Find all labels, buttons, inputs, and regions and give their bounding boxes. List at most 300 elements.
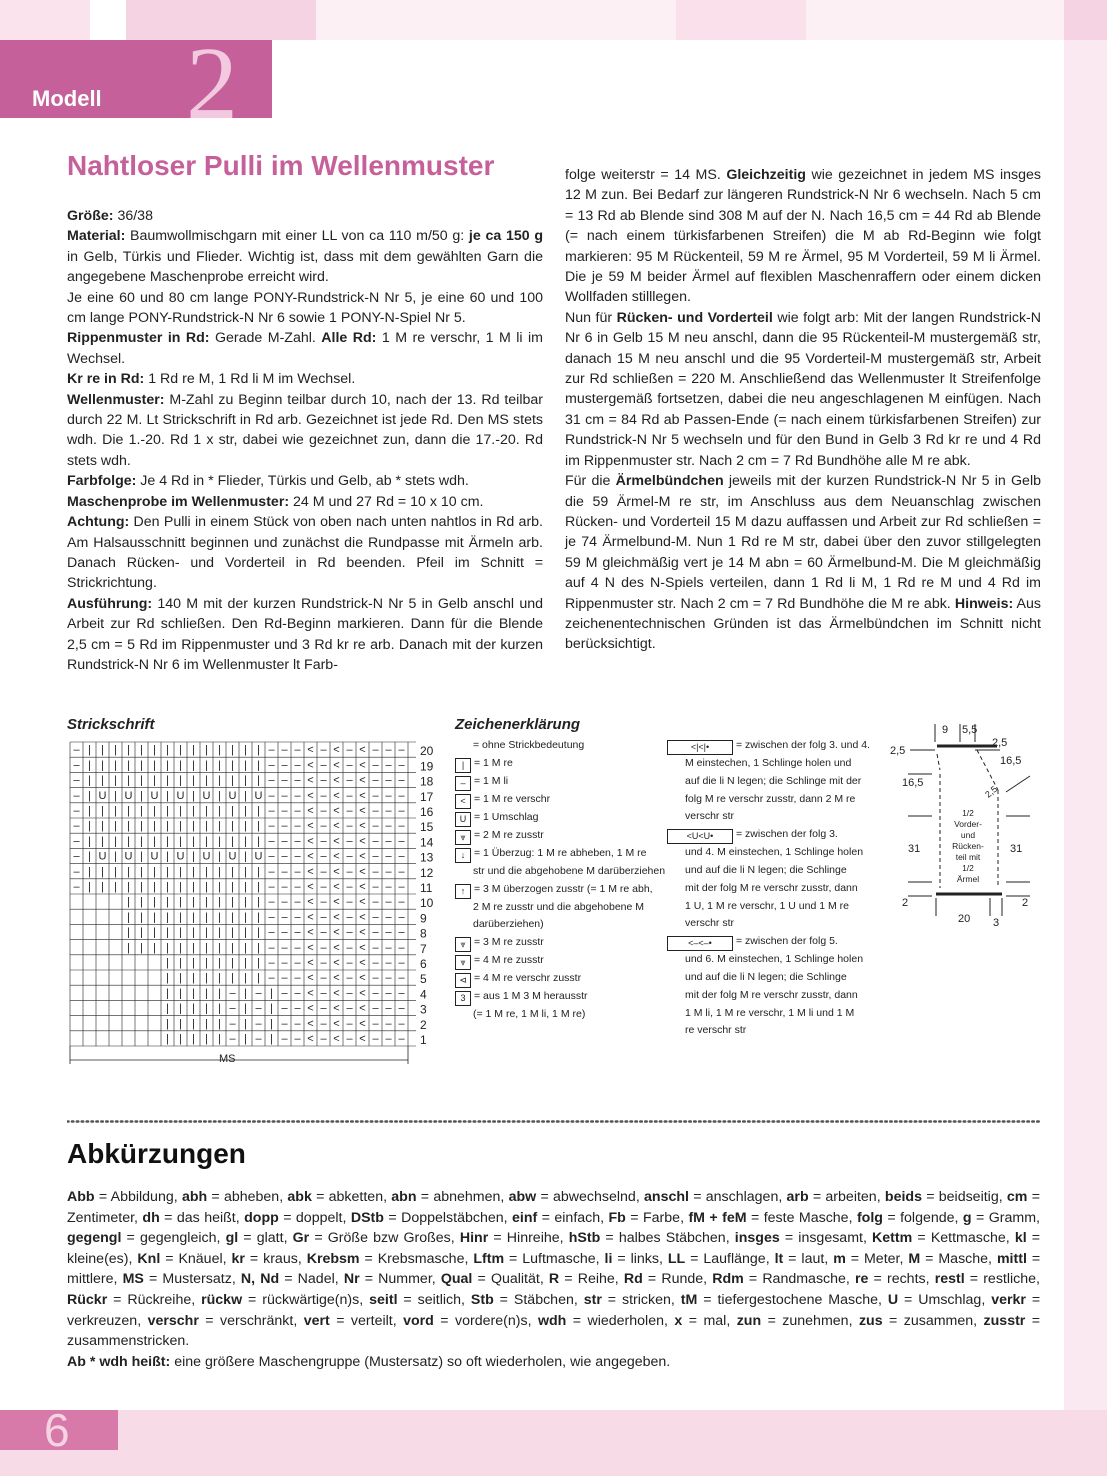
abbreviation-term: arb bbox=[786, 1189, 809, 1205]
chart-symbol: – bbox=[281, 896, 288, 909]
chart-symbol: – bbox=[268, 744, 275, 757]
chart-symbol: | bbox=[114, 881, 117, 893]
abbreviation-meaning: laut bbox=[801, 1250, 825, 1267]
chart-symbol: – bbox=[294, 987, 301, 1000]
abbreviation-meaning: wiederholen bbox=[587, 1312, 664, 1329]
legend-item bbox=[455, 773, 665, 791]
schem-right-31: 31 bbox=[1010, 843, 1023, 855]
chart-symbol: | bbox=[153, 926, 156, 939]
chart-symbol: – bbox=[73, 850, 80, 863]
chart-symbol: < bbox=[307, 881, 314, 893]
abbreviation-term: seitl bbox=[369, 1291, 398, 1308]
abbreviation-term: li bbox=[604, 1250, 613, 1267]
legend-item bbox=[455, 791, 665, 809]
chart-title: Strickschrift bbox=[67, 716, 155, 733]
abbreviation-term: zun bbox=[736, 1312, 762, 1329]
chart-symbol: U bbox=[150, 850, 159, 863]
chart-symbol: | bbox=[231, 805, 234, 817]
chart-symbol: – bbox=[346, 1017, 353, 1030]
chart-symbol: – bbox=[398, 805, 405, 817]
chart-symbol: – bbox=[372, 957, 379, 969]
chart-symbol: | bbox=[244, 865, 247, 878]
abbreviation-meaning: Randmasche bbox=[762, 1271, 846, 1288]
chart-symbol: | bbox=[192, 1002, 195, 1015]
chart-symbol: < bbox=[307, 789, 314, 802]
chart-symbol: | bbox=[257, 835, 260, 848]
chart-symbol: – bbox=[281, 1033, 288, 1045]
chart-symbol: | bbox=[231, 820, 234, 833]
chart-symbol: < bbox=[307, 926, 314, 939]
schem-left-2: 2 bbox=[902, 897, 909, 909]
abbreviation-meaning: beidseitig bbox=[938, 1189, 999, 1205]
chart-symbol: | bbox=[257, 896, 260, 909]
chart-symbol: | bbox=[140, 881, 143, 893]
chart-symbol: – bbox=[346, 835, 353, 848]
abbreviation-term: Fb bbox=[608, 1209, 626, 1226]
chart-symbol: – bbox=[73, 881, 80, 893]
chart-symbol: | bbox=[153, 881, 156, 893]
knitting-chart bbox=[60, 738, 445, 1064]
chart-symbol: | bbox=[179, 1033, 182, 1045]
abbreviation-term: U bbox=[887, 1291, 899, 1308]
chart-symbol: – bbox=[294, 850, 301, 863]
chart-symbol: U bbox=[228, 850, 237, 863]
chart-symbol: – bbox=[294, 774, 301, 787]
abbreviation-term: DStb bbox=[350, 1209, 384, 1226]
text-run: Nun für bbox=[565, 309, 617, 326]
chart-symbol: | bbox=[114, 835, 117, 848]
chart-symbol: – bbox=[372, 911, 379, 924]
abbreviation-meaning: zunehmen bbox=[782, 1312, 849, 1329]
chart-symbol: | bbox=[218, 850, 221, 863]
chart-symbol: < bbox=[359, 881, 366, 893]
chart-symbol: < bbox=[307, 835, 314, 848]
bold-run: Rippenmuster in Rd: bbox=[67, 330, 210, 347]
chart-symbol: – bbox=[268, 789, 275, 802]
chart-symbol: U bbox=[98, 789, 107, 802]
chart-symbol: | bbox=[140, 865, 143, 878]
chart-symbol: | bbox=[231, 881, 234, 893]
chart-symbol: < bbox=[359, 850, 366, 863]
chart-symbol: | bbox=[127, 835, 130, 848]
text-run: 1 Rd re M, 1 Rd li M im Wechsel. bbox=[144, 371, 356, 388]
abbreviation-term: dopp bbox=[244, 1209, 279, 1226]
chart-symbol: – bbox=[268, 896, 275, 909]
chart-symbol: – bbox=[294, 926, 301, 939]
chart-symbol: | bbox=[140, 926, 143, 939]
paragraph bbox=[67, 390, 543, 472]
legend-text: M einstechen, 1 Schlinge holen und bbox=[685, 757, 852, 769]
bold-run: je ca 150 g bbox=[468, 228, 543, 245]
chart-symbol: < bbox=[333, 835, 340, 848]
legend-text: = 4 M re zusstr bbox=[474, 954, 544, 967]
chart-symbol: – bbox=[385, 835, 392, 848]
chart-row-number: 5 bbox=[420, 972, 427, 987]
chart-symbol: – bbox=[294, 972, 301, 985]
legend-text: mit der folg M re verschr zusstr, dann bbox=[685, 988, 858, 1001]
text-run: 36/38 bbox=[113, 208, 153, 224]
legend-item bbox=[455, 899, 665, 917]
chart-symbol: – bbox=[385, 957, 392, 969]
chart-symbol: | bbox=[257, 957, 260, 969]
chart-symbol: U bbox=[176, 850, 185, 863]
chart-symbol: < bbox=[359, 896, 366, 909]
chart-symbol: | bbox=[88, 774, 91, 787]
chart-symbol: – bbox=[346, 1002, 353, 1015]
chart-symbol: – bbox=[320, 820, 327, 833]
schematic-center-line: und bbox=[960, 830, 976, 840]
abbreviation-meaning: vordere(n)s bbox=[455, 1312, 528, 1329]
schem-left-31: 31 bbox=[908, 843, 921, 855]
chart-symbol: < bbox=[307, 1002, 314, 1015]
chart-symbol: | bbox=[218, 1002, 221, 1015]
schem-right-25: 2,5 bbox=[992, 737, 1008, 749]
legend-symbol-icon: <U<U• bbox=[667, 829, 733, 844]
chart-symbol: – bbox=[281, 850, 288, 863]
chart-symbol: | bbox=[179, 941, 182, 954]
chart-symbol: < bbox=[333, 759, 340, 772]
abbreviation-term: restl bbox=[934, 1271, 965, 1288]
chart-symbol: – bbox=[346, 805, 353, 817]
chart-symbol: | bbox=[140, 759, 143, 772]
model-label-box bbox=[0, 26, 272, 141]
chart-symbol: – bbox=[372, 789, 379, 802]
chart-symbol: | bbox=[205, 911, 208, 924]
schem-diag-25: 2,5 bbox=[983, 783, 1000, 800]
chart-symbol: – bbox=[398, 926, 405, 939]
chart-symbol: – bbox=[398, 881, 405, 893]
chart-symbol: – bbox=[320, 957, 327, 969]
legend-item bbox=[455, 881, 665, 899]
abbreviation-term: abk bbox=[287, 1189, 312, 1205]
chart-symbol: | bbox=[179, 759, 182, 772]
chart-symbol: | bbox=[179, 881, 182, 893]
abbreviation-meaning: seitlich bbox=[417, 1291, 462, 1308]
chart-symbol: | bbox=[166, 926, 169, 939]
abbreviation-term: insges bbox=[734, 1230, 780, 1247]
schematic-center-line: Ärmel bbox=[956, 874, 980, 884]
abbreviation-term: mittl bbox=[996, 1250, 1027, 1267]
chart-symbol: | bbox=[153, 805, 156, 817]
legend-symbol-icon: ↓ bbox=[455, 848, 471, 863]
chart-symbol: – bbox=[268, 759, 275, 772]
paragraph bbox=[565, 165, 1041, 308]
chart-symbol: – bbox=[294, 1002, 301, 1015]
legend-symbol-icon: | bbox=[455, 758, 471, 773]
abbreviation-term: Hinr bbox=[459, 1230, 489, 1247]
chart-symbol: – bbox=[281, 865, 288, 878]
chart-symbol: | bbox=[231, 744, 234, 757]
chart-symbol: < bbox=[333, 744, 340, 757]
legend-symbol-icon: – bbox=[455, 776, 471, 791]
abbreviation-meaning: Knäuel bbox=[178, 1250, 223, 1267]
legend-item bbox=[455, 827, 665, 845]
chart-row-number: 6 bbox=[420, 957, 427, 971]
chart-symbol: – bbox=[372, 865, 379, 878]
chart-symbol: | bbox=[270, 1002, 273, 1015]
chart-symbol: – bbox=[398, 1033, 405, 1045]
abbreviation-meaning: mittlere bbox=[67, 1271, 114, 1288]
chart-symbol: – bbox=[73, 744, 80, 757]
schematic-center-line: Vorder- bbox=[954, 819, 982, 829]
chart-symbol: | bbox=[140, 805, 143, 817]
chart-symbol: | bbox=[88, 744, 91, 757]
abbreviation-term: lt bbox=[774, 1250, 784, 1267]
chart-symbol: | bbox=[192, 820, 195, 833]
abbreviation-term: R bbox=[548, 1271, 560, 1288]
chart-symbol: | bbox=[166, 865, 169, 878]
chart-symbol: – bbox=[294, 865, 301, 878]
paragraph bbox=[565, 308, 1041, 471]
chart-symbol: – bbox=[268, 835, 275, 848]
chart-symbol: – bbox=[385, 1017, 392, 1030]
chart-symbol: < bbox=[359, 941, 366, 954]
chart-symbol: | bbox=[179, 865, 182, 878]
abbreviation-term: tM bbox=[680, 1291, 698, 1308]
chart-symbol: | bbox=[114, 744, 117, 757]
abbreviation-meaning: glatt bbox=[256, 1230, 284, 1247]
chart-row-number: 9 bbox=[420, 911, 427, 926]
abbreviation-term: Knl bbox=[137, 1250, 161, 1267]
schematic-center-line: 1/2 bbox=[962, 863, 974, 873]
chart-row-number: 16 bbox=[420, 805, 434, 819]
chart-symbol: | bbox=[192, 926, 195, 939]
chart-symbol: < bbox=[333, 789, 340, 802]
chart-symbol: – bbox=[346, 1033, 353, 1045]
model-label: Modell bbox=[32, 86, 102, 111]
legend-item bbox=[455, 1006, 665, 1024]
bottom-decoration-band bbox=[0, 1410, 1107, 1476]
chart-symbol: < bbox=[333, 1017, 340, 1030]
abbreviation-meaning: abheben bbox=[223, 1189, 280, 1205]
chart-symbol: < bbox=[333, 805, 340, 817]
chart-symbol: | bbox=[114, 865, 117, 878]
chart-symbol: | bbox=[257, 759, 260, 772]
chart-symbol: | bbox=[127, 941, 130, 954]
chart-symbol: – bbox=[346, 987, 353, 1000]
abbreviation-meaning: rechts bbox=[886, 1271, 926, 1288]
legend-symbol-icon: ⊲ bbox=[455, 973, 471, 988]
legend-item bbox=[667, 951, 867, 969]
text-run: jeweils mit der kurzen Rundstrick-N Nr 5 in Gelb die 59 Ärmel-M re str, im Anschluss aus dem Neuanschlag zwischen Rücken- und Vorderteil 15 M dazu auffassen und Arbeit zur Rd schließen = je 74 Ärmelbund-M. Nun 1 Rd re M str, dabei über den zuvor stillgelegten 59 M gleichmäßig vert je 14 M abn = 60 Ärmelbund-M. Die M gleichmäßig auf 4 N des N-Spiels verteilen, dann 1 Rd li M, 1 Rd re M und 4 Rd im Rippenmuster str. Nach 2 cm = 7 Rd Bundhöhe die M re abk. bbox=[565, 473, 1041, 612]
chart-symbol: – bbox=[346, 774, 353, 787]
text-run: 140 M mit der kurzen Rundstrick-N Nr 5 in Gelb anschl und Arbeit zur Rd schließen. Den Rd-Beginn markieren. Dann für die Blende 2,5 cm = 5 Rd im Rippenmuster und 3 Rd kr re arb. Danach mit der kurzen Rundstrick-N Nr 6 im Wellenmuster lt Farb- bbox=[67, 595, 543, 673]
chart-symbol: | bbox=[153, 774, 156, 787]
abbreviation-term: folg bbox=[856, 1209, 883, 1226]
chart-symbol: | bbox=[166, 835, 169, 848]
chart-symbol: | bbox=[231, 865, 234, 878]
chart-symbol: – bbox=[398, 1017, 405, 1030]
abbreviation-meaning: halbes Stäbchen bbox=[618, 1230, 726, 1247]
chart-symbol: | bbox=[244, 941, 247, 954]
chart-symbol: | bbox=[127, 805, 130, 817]
chart-symbol: – bbox=[346, 759, 353, 772]
legend-item bbox=[455, 755, 665, 773]
chart-symbol: | bbox=[140, 850, 143, 863]
chart-symbol: – bbox=[398, 835, 405, 848]
chart-symbol: – bbox=[281, 835, 288, 848]
text-run: Je eine 60 und 80 cm lange PONY-Rundstrick-N Nr 5, je eine 60 und 100 cm lange PONY-Rundstrick-N Nr 6 sowie 1 PONY-N-Spiel Nr 5. bbox=[67, 289, 543, 327]
chart-symbol: – bbox=[320, 1017, 327, 1030]
chart-symbol: U bbox=[98, 850, 107, 863]
legend-item bbox=[667, 808, 867, 826]
chart-symbol: | bbox=[218, 1017, 221, 1030]
chart-symbol: | bbox=[153, 744, 156, 757]
chart-symbol: – bbox=[294, 759, 301, 772]
abbreviation-term: x bbox=[674, 1312, 683, 1329]
chart-symbol: | bbox=[192, 759, 195, 772]
text-run: Aus zeichenentechnischen Gründen ist das Ärmelbündchen im Schnitt nicht berücksichtigt. bbox=[565, 595, 1041, 653]
legend-text: 1 U, 1 M re verschr, 1 U und 1 M re bbox=[685, 899, 849, 912]
schem-bottom-20: 20 bbox=[958, 913, 971, 925]
chart-symbol: < bbox=[359, 926, 366, 939]
chart-symbol: – bbox=[346, 881, 353, 893]
chart-symbol: | bbox=[192, 972, 195, 985]
chart-symbol: | bbox=[192, 850, 195, 863]
chart-symbol: | bbox=[140, 774, 143, 787]
chart-symbol: | bbox=[88, 820, 91, 833]
legend-item bbox=[667, 844, 867, 862]
legend-text: darüberziehen) bbox=[473, 918, 544, 931]
chart-symbol: – bbox=[255, 1002, 262, 1015]
chart-symbol: | bbox=[257, 926, 260, 939]
chart-symbol: | bbox=[179, 896, 182, 909]
chart-row-number: 17 bbox=[420, 789, 434, 804]
abbreviation-term: verkr bbox=[991, 1291, 1026, 1308]
legend-text: mit der folg M re verschr zusstr, dann bbox=[685, 881, 858, 894]
legend-text: = 1 Überzug: 1 M re abheben, 1 M re bbox=[474, 846, 647, 859]
legend-text: = 3 M überzogen zusstr (= 1 M re abh, bbox=[474, 882, 653, 895]
chart-symbol: – bbox=[281, 805, 288, 817]
abbreviation-term: Nr bbox=[343, 1271, 360, 1288]
chart-symbol: | bbox=[270, 987, 273, 1000]
chart-symbol: < bbox=[307, 896, 314, 909]
paragraph bbox=[67, 369, 543, 389]
chart-symbol: | bbox=[205, 987, 208, 1000]
chart-symbol: | bbox=[179, 987, 182, 1000]
chart-symbol: – bbox=[385, 1033, 392, 1045]
abbreviations-title: Abkürzungen bbox=[67, 1138, 246, 1169]
legend-text: = 3 M re zusstr bbox=[474, 936, 544, 949]
chart-symbol: U bbox=[202, 850, 211, 863]
abbreviation-term: gegengl bbox=[67, 1230, 122, 1247]
chart-symbol: | bbox=[231, 896, 234, 909]
schematic-center-line: Rücken- bbox=[952, 841, 984, 851]
chart-symbol: | bbox=[270, 1033, 273, 1045]
chart-symbol: – bbox=[281, 987, 288, 1000]
abbreviation-meaning: einfach bbox=[554, 1209, 601, 1226]
legend-symbol-icon: <|<|• bbox=[667, 740, 733, 755]
legend-item bbox=[667, 773, 867, 791]
legend-item bbox=[667, 898, 867, 916]
chart-symbol: – bbox=[346, 820, 353, 833]
abbreviation-meaning: Hinreihe bbox=[506, 1230, 560, 1247]
chart-symbol: – bbox=[320, 850, 327, 863]
legend-item bbox=[667, 737, 870, 755]
chart-symbol: | bbox=[166, 957, 169, 969]
chart-symbol: U bbox=[124, 789, 133, 802]
page-title: Nahtloser Pulli im Wellenmuster bbox=[67, 150, 495, 181]
chart-symbol: | bbox=[127, 926, 130, 939]
abbreviation-term: Qual bbox=[440, 1271, 473, 1288]
abbreviation-meaning: Stäbchen bbox=[513, 1291, 574, 1308]
chart-symbol: < bbox=[333, 820, 340, 833]
legend-item bbox=[455, 845, 665, 863]
chart-symbol: < bbox=[359, 865, 366, 878]
chart-symbol: | bbox=[192, 835, 195, 848]
chart-symbol: | bbox=[179, 1017, 182, 1030]
chart-symbol: – bbox=[281, 881, 288, 893]
chart-symbol: | bbox=[205, 881, 208, 893]
chart-symbol: – bbox=[398, 774, 405, 787]
chart-symbol: | bbox=[218, 896, 221, 909]
chart-symbol: | bbox=[114, 820, 117, 833]
abbreviation-term: cm bbox=[1006, 1189, 1028, 1205]
paragraph bbox=[67, 471, 543, 491]
chart-symbol: – bbox=[372, 805, 379, 817]
chart-symbol: | bbox=[257, 805, 260, 817]
chart-symbol: | bbox=[179, 926, 182, 939]
chart-symbol: < bbox=[307, 987, 314, 1000]
chart-symbol: | bbox=[205, 1002, 208, 1015]
chart-symbol: | bbox=[166, 911, 169, 924]
chart-symbol: | bbox=[231, 911, 234, 924]
chart-symbol: – bbox=[73, 820, 80, 833]
schematic-center-label bbox=[952, 808, 984, 884]
chart-symbol: | bbox=[166, 759, 169, 772]
legend-item bbox=[455, 988, 665, 1006]
legend-text: 1 M li, 1 M re verschr, 1 M li und 1 M bbox=[685, 1006, 855, 1019]
chart-symbol: | bbox=[88, 805, 91, 817]
chart-symbol: | bbox=[88, 865, 91, 878]
chart-symbol: – bbox=[346, 896, 353, 909]
abbreviation-term: kr bbox=[231, 1250, 245, 1267]
chart-symbol: – bbox=[294, 835, 301, 848]
abbreviation-meaning: Größe bzw Großes bbox=[327, 1230, 451, 1247]
abbreviation-meaning: Lauflänge bbox=[703, 1250, 766, 1267]
chart-symbol: | bbox=[192, 789, 195, 802]
paragraph bbox=[67, 512, 543, 594]
chart-symbol: | bbox=[218, 972, 221, 985]
abbreviation-meaning: Zentimeter bbox=[67, 1209, 135, 1226]
top-decoration-band bbox=[0, 0, 1107, 40]
chart-symbol: < bbox=[307, 759, 314, 772]
left-text-column bbox=[67, 206, 543, 675]
chart-symbol: | bbox=[244, 1033, 247, 1045]
abbreviation-meaning: mal bbox=[703, 1312, 727, 1329]
chart-symbol: – bbox=[398, 972, 405, 985]
legend-item bbox=[667, 1005, 867, 1023]
chart-symbol: < bbox=[333, 850, 340, 863]
chart-symbol: | bbox=[127, 911, 130, 924]
chart-symbol: < bbox=[359, 759, 366, 772]
chart-symbol: | bbox=[88, 835, 91, 848]
chart-symbol: – bbox=[385, 759, 392, 772]
chart-symbol: | bbox=[218, 911, 221, 924]
schematic-center-line: 1/2 bbox=[962, 808, 974, 818]
chart-symbol: – bbox=[320, 774, 327, 787]
abbreviation-term: Lftm bbox=[473, 1250, 505, 1267]
abbreviation-term: Stb bbox=[470, 1291, 494, 1308]
chart-symbol: | bbox=[166, 1033, 169, 1045]
chart-symbol: | bbox=[218, 926, 221, 939]
abbreviation-term: vord bbox=[403, 1312, 434, 1329]
chart-symbol: < bbox=[333, 1002, 340, 1015]
abbreviation-meaning: Farbe bbox=[643, 1209, 681, 1226]
chart-symbol: | bbox=[244, 774, 247, 787]
chart-row-number: 20 bbox=[420, 744, 434, 759]
paragraph bbox=[67, 594, 543, 676]
